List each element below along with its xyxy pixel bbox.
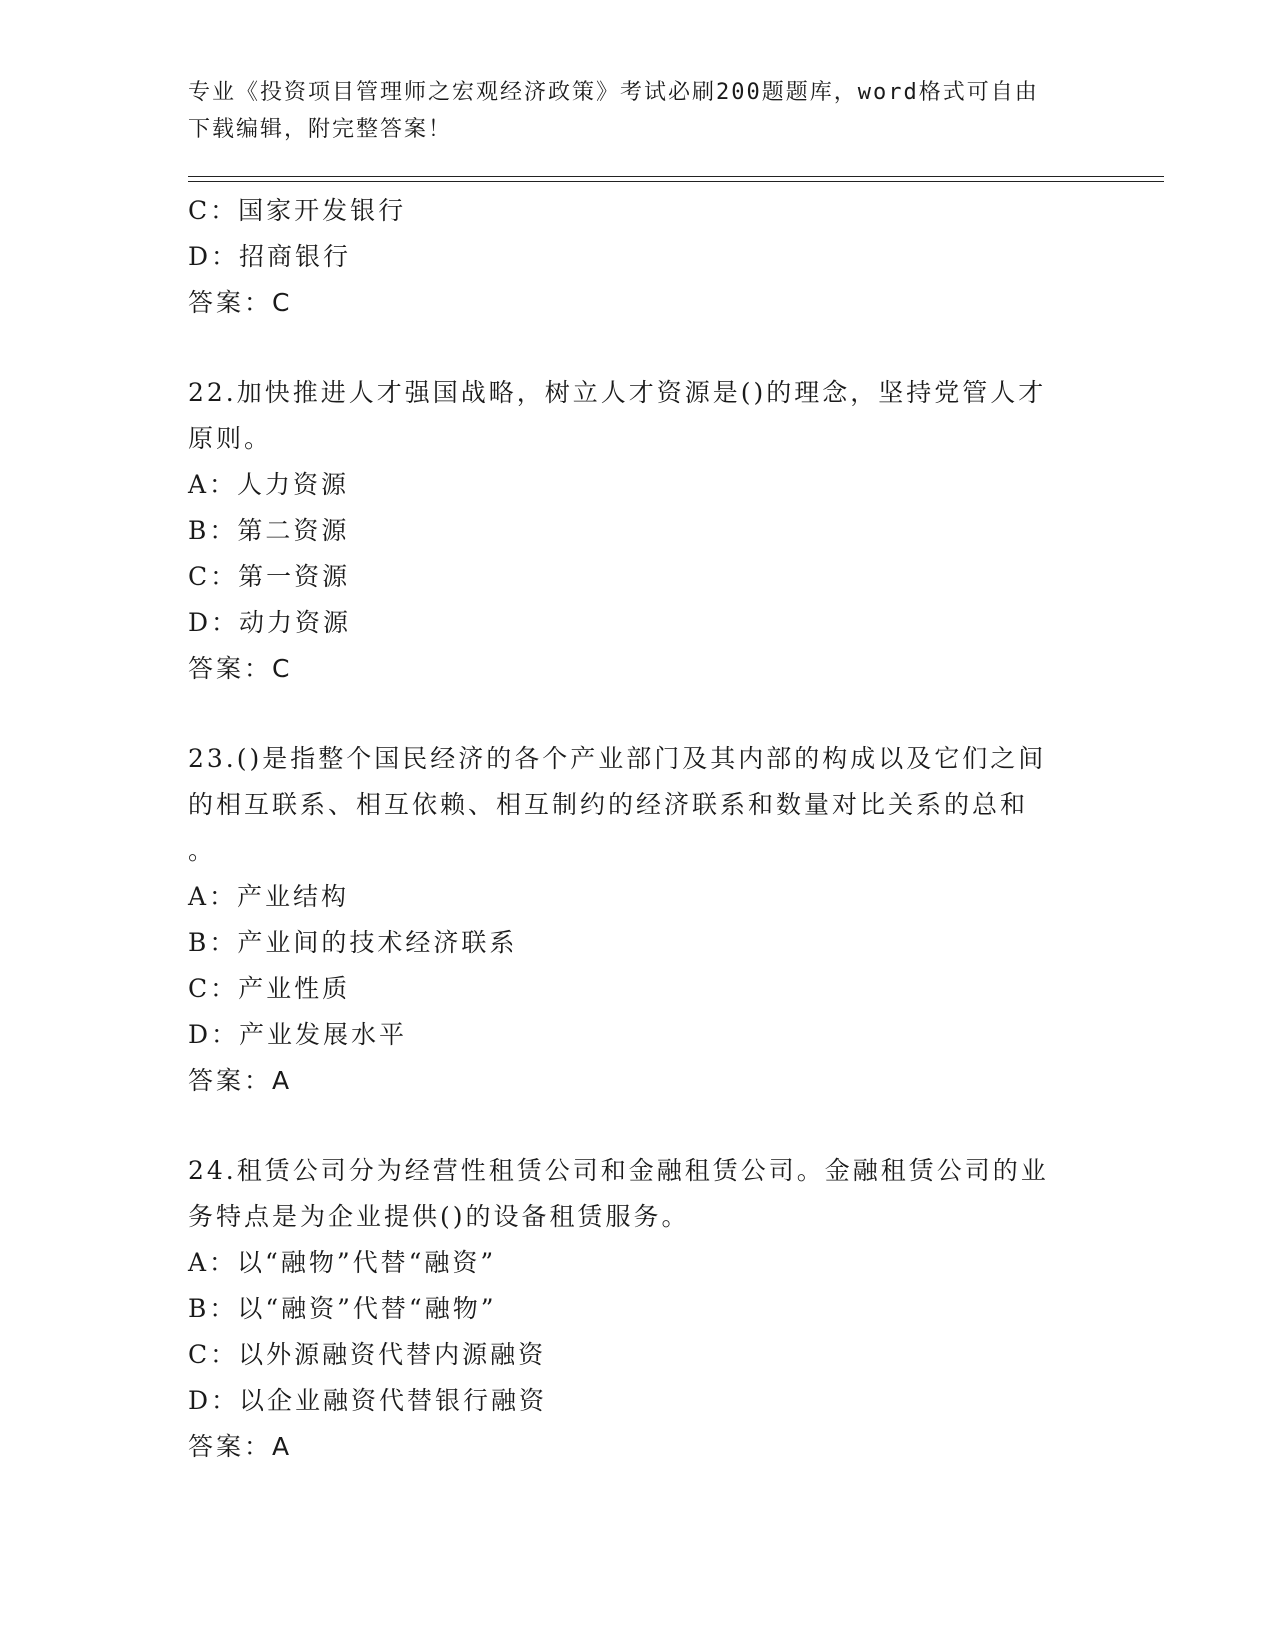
answer-line: 答案：A: [188, 1066, 293, 1095]
option-d: D：招商银行: [188, 242, 352, 271]
option-c: C：产业性质: [188, 974, 351, 1003]
question-text: 23.()是指整个国民经济的各个产业部门及其内部的构成以及它们之间: [188, 744, 1047, 773]
answer-line: 答案：C: [188, 654, 293, 683]
option-d: D：以企业融资代替银行融资: [188, 1386, 548, 1415]
answer-line: 答案：A: [188, 1432, 293, 1461]
question-text: 的相互联系、相互依赖、相互制约的经济联系和数量对比关系的总和: [188, 790, 1029, 819]
question-text: 原则。: [188, 424, 273, 453]
question-block: [188, 370, 1088, 692]
header-title-line1: 专业《投资项目管理师之宏观经济政策》考试必刷200题题库，word格式可自由: [188, 80, 1039, 105]
question-text: 24.租赁公司分为经营性租赁公司和金融租赁公司。金融租赁公司的业: [188, 1156, 1049, 1185]
option-a: A：以“融物”代替“融资”: [188, 1248, 497, 1277]
option-b: B：以“融资”代替“融物”: [188, 1294, 497, 1323]
option-d: D：动力资源: [188, 608, 352, 637]
page-header: [188, 74, 1068, 148]
header-divider-top: [188, 176, 1164, 177]
question-text: 务特点是为企业提供()的设备租赁服务。: [188, 1202, 690, 1231]
option-c: C：第一资源: [188, 562, 351, 591]
option-d: D：产业发展水平: [188, 1020, 408, 1049]
question-text: 。: [188, 836, 217, 865]
option-c: C：以外源融资代替内源融资: [188, 1340, 547, 1369]
header-divider-bottom: [188, 181, 1164, 182]
option-a: A：产业结构: [188, 882, 350, 911]
option-a: A：人力资源: [188, 470, 350, 499]
option-b: B：产业间的技术经济联系: [188, 928, 518, 957]
answer-line: 答案：C: [188, 288, 293, 317]
question-list: [188, 188, 1088, 1470]
question-block: [188, 1148, 1088, 1470]
header-title-line2: 下载编辑，附完整答案！: [188, 117, 453, 142]
option-c: C：国家开发银行: [188, 196, 407, 225]
option-b: B：第二资源: [188, 516, 350, 545]
question-text: 22.加快推进人才强国战略，树立人才资源是()的理念，坚持党管人才: [188, 378, 1047, 407]
question-block: [188, 736, 1088, 1104]
